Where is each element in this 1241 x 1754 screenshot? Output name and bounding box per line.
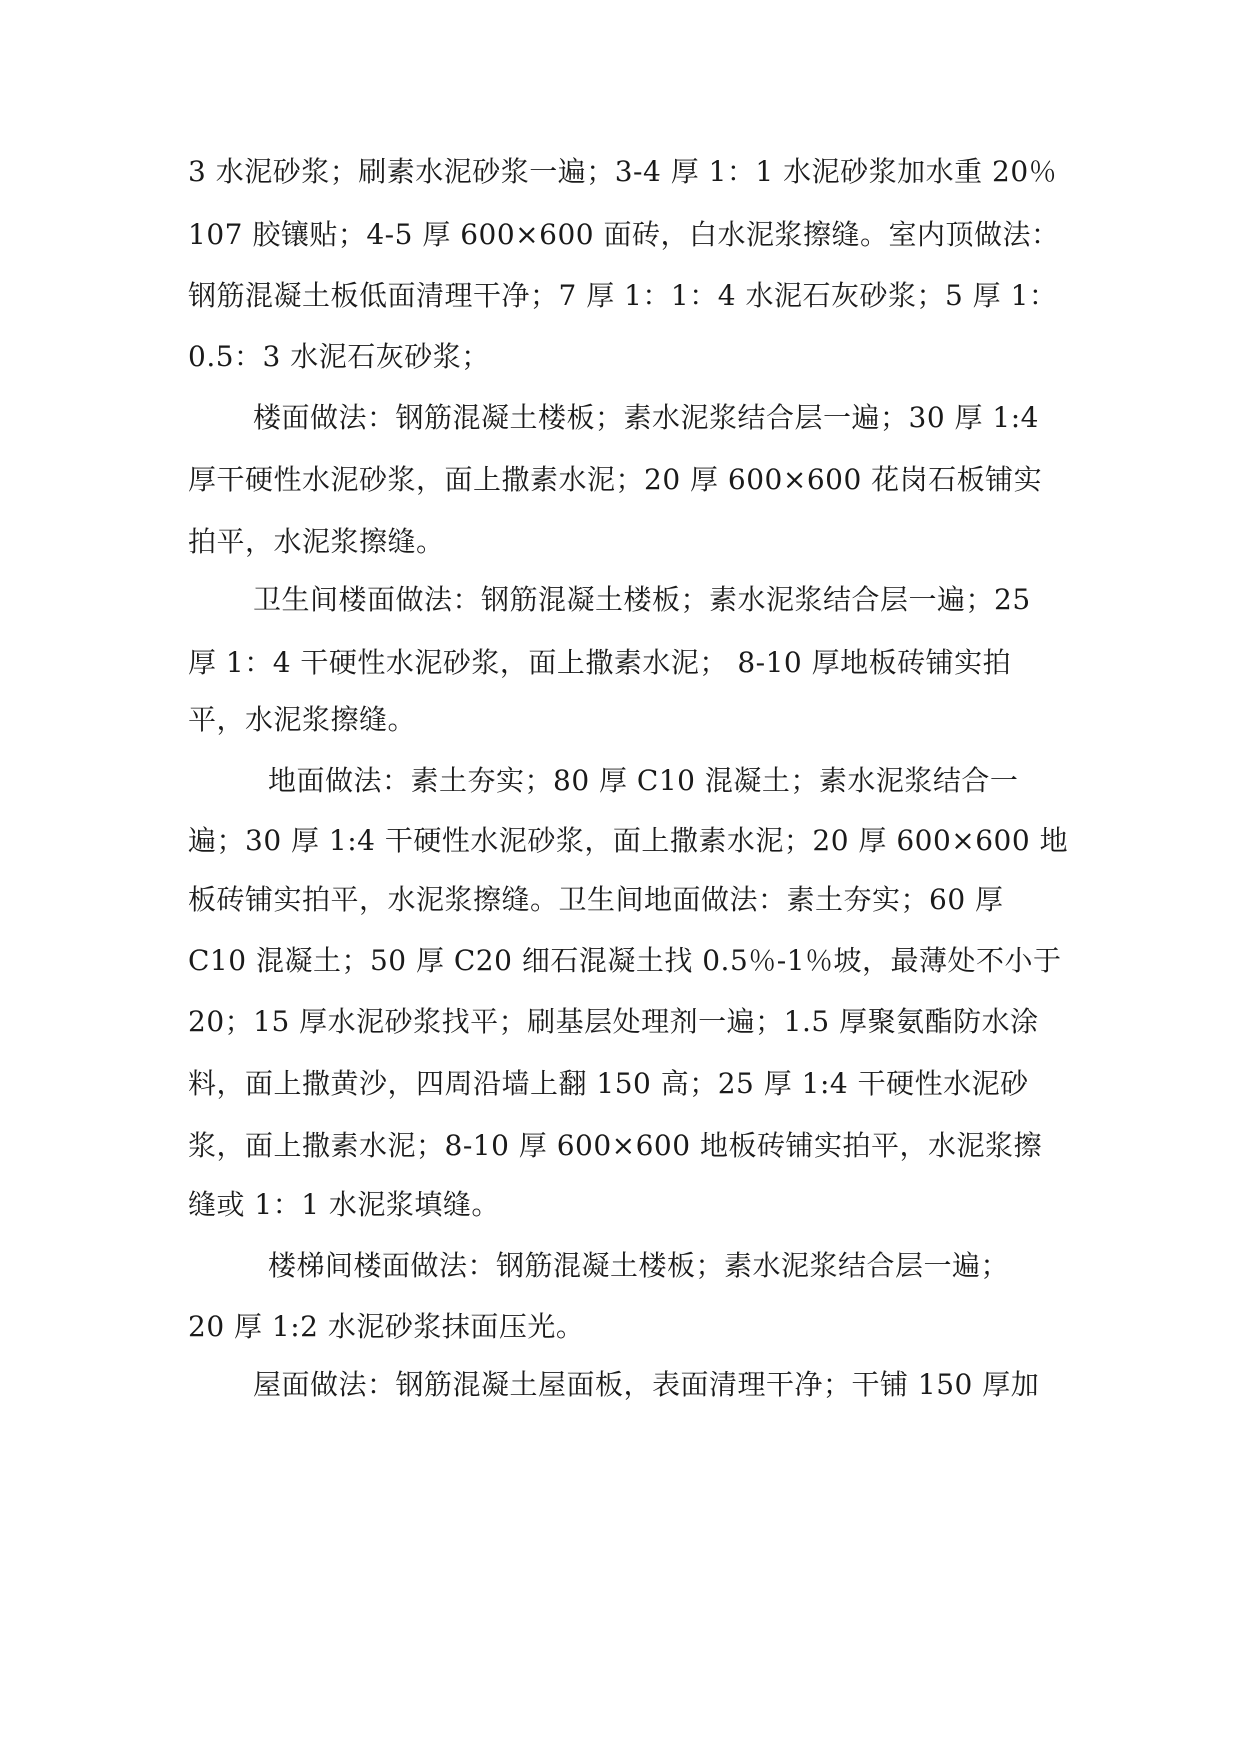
paragraph-first-line: 楼面做法：钢筋混凝土楼板；素水泥浆结合层一遍；30 厚 1:4 [253,401,1039,434]
text-line: 遍；30 厚 1:4 干硬性水泥砂浆，面上撒素水泥；20 厚 600×600 地 [188,824,1069,857]
paragraph-first-line: 卫生间楼面做法：钢筋混凝土楼板；素水泥浆结合层一遍；25 [253,583,1031,616]
text-line: 平，水泥浆擦缝。 [188,703,417,736]
text-line: 钢筋混凝土板低面清理干净；7 厚 1：1：4 水泥石灰砂浆；5 厚 1： [188,279,1058,312]
text-line: 20 厚 1:2 水泥砂浆抹面压光。 [188,1310,585,1343]
text-line: 0.5：3 水泥石灰砂浆； [188,340,490,373]
text-line: 缝或 1：1 水泥浆填缝。 [188,1188,500,1221]
text-line: 拍平，水泥浆擦缝。 [188,525,445,558]
text-line: 浆，面上撒素水泥；8-10 厚 600×600 地板砖铺实拍平，水泥浆擦 [188,1129,1042,1162]
text-line: 厚 1：4 干硬性水泥砂浆，面上撒素水泥； 8-10 厚地板砖铺实拍 [188,646,1012,679]
text-line: 板砖铺实拍平，水泥浆擦缝。卫生间地面做法：素土夯实；60 厚 [188,883,1004,916]
text-line: 料，面上撒黄沙，四周沿墙上翻 150 高；25 厚 1:4 干硬性水泥砂 [188,1067,1029,1100]
text-line: 107 胶镶贴；4-5 厚 600×600 面砖，白水泥浆擦缝。室内顶做法： [188,218,1060,251]
text-line: 厚干硬性水泥砂浆，面上撒素水泥；20 厚 600×600 花岗石板铺实 [188,463,1043,496]
paragraph-first-line: 屋面做法：钢筋混凝土屋面板，表面清理干净；干铺 150 厚加 [253,1368,1040,1401]
text-line: 20；15 厚水泥砂浆找平；刷基层处理剂一遍；1.5 厚聚氨酯防水涂 [188,1005,1039,1038]
paragraph-first-line: 楼梯间楼面做法：钢筋混凝土楼板；素水泥浆结合层一遍； [268,1249,1010,1282]
text-line: C10 混凝土；50 厚 C20 细石混凝土找 0.5％-1％坡，最薄处不小于 [188,944,1062,977]
text-line: 3 水泥砂浆；刷素水泥砂浆一遍；3-4 厚 1：1 水泥砂浆加水重 20％ [188,155,1058,188]
paragraph-first-line: 地面做法：素土夯实；80 厚 C10 混凝土；素水泥浆结合一 [268,764,1019,797]
